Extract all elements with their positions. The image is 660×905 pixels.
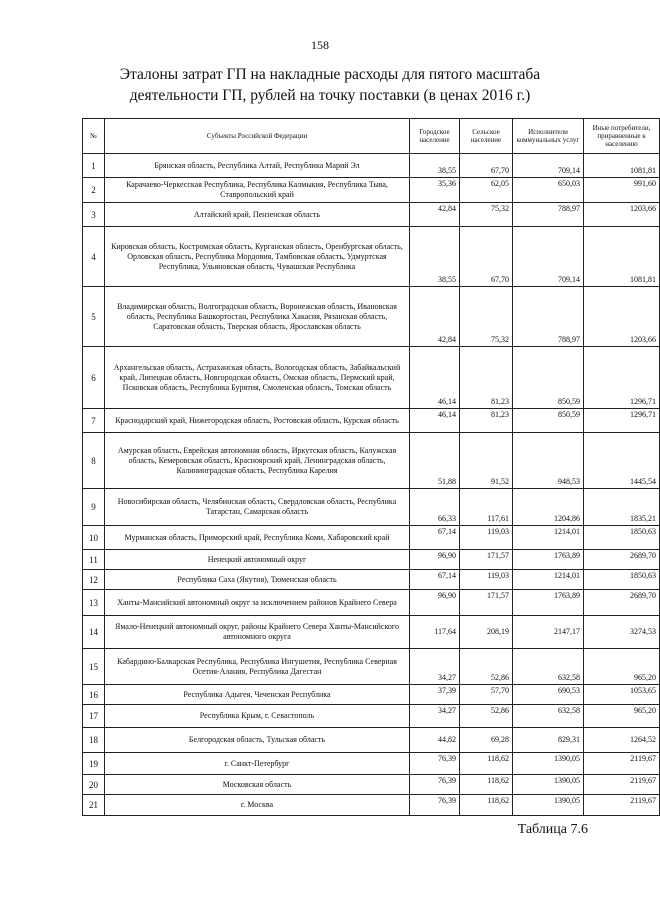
- table-row: [83, 433, 660, 489]
- row-utilities-value: 850,59: [513, 409, 584, 433]
- row-other-value: 1203,66: [584, 287, 660, 347]
- row-city-value: 117,64: [410, 616, 460, 649]
- table-row: [83, 409, 660, 433]
- row-utilities-value: 1390,05: [513, 753, 584, 775]
- table-row: [83, 728, 660, 753]
- row-subject: г. Москва: [105, 795, 410, 816]
- table-row: [83, 203, 660, 227]
- row-other-value: 2119,67: [584, 753, 660, 775]
- row-city-value: 96,90: [410, 550, 460, 570]
- table-row: [83, 287, 660, 347]
- row-city-value: 51,88: [410, 433, 460, 489]
- row-city-value: 96,90: [410, 590, 460, 616]
- table-caption: Таблица 7.6: [517, 822, 588, 837]
- header-num: №: [83, 119, 105, 154]
- row-city-value: 44,82: [410, 728, 460, 753]
- row-city-value: 46,14: [410, 409, 460, 433]
- table-row: [83, 489, 660, 526]
- row-subject: Республика Адыгея, Чеченская Республика: [105, 685, 410, 705]
- row-rural-value: 69,28: [460, 728, 513, 753]
- page-number: 158: [311, 38, 329, 52]
- row-city-value: 34,27: [410, 649, 460, 685]
- row-subject: Ханты-Мансийский автономный округ за исключением районов Крайнего Севера: [105, 590, 410, 616]
- row-city-value: 76,39: [410, 795, 460, 816]
- row-city-value: 67,14: [410, 526, 460, 550]
- table-row: [83, 649, 660, 685]
- page-title: Эталоны затрат ГП на накладные расходы для пятого масштаба деятельности ГП, рублей на точку поставки (в ценах 2016 г.): [119, 66, 541, 104]
- row-other-value: 1264,52: [584, 728, 660, 753]
- row-city-value: 76,39: [410, 775, 460, 795]
- table-row: [83, 753, 660, 775]
- row-other-value: 2119,67: [584, 795, 660, 816]
- row-utilities-value: 1390,05: [513, 795, 584, 816]
- row-number: 5: [83, 287, 105, 347]
- row-rural-value: 57,70: [460, 685, 513, 705]
- row-subject: Краснодарский край, Нижегородская область, Ростовская область, Курская область: [105, 409, 410, 433]
- row-utilities-value: 690,53: [513, 685, 584, 705]
- row-number: 15: [83, 649, 105, 685]
- row-city-value: 67,14: [410, 570, 460, 590]
- row-other-value: 2689,70: [584, 590, 660, 616]
- table-row: [83, 590, 660, 616]
- row-number: 8: [83, 433, 105, 489]
- row-subject: Московская область: [105, 775, 410, 795]
- row-number: 18: [83, 728, 105, 753]
- table-row: [83, 705, 660, 728]
- row-utilities-value: 1214,01: [513, 570, 584, 590]
- table-row: [83, 178, 660, 203]
- header-utilities: Исполнители коммунальных услуг: [513, 119, 584, 154]
- row-other-value: 2119,67: [584, 775, 660, 795]
- row-city-value: 76,39: [410, 753, 460, 775]
- row-subject: Брянская область, Республика Алтай, Республика Марий Эл: [105, 154, 410, 178]
- row-number: 7: [83, 409, 105, 433]
- row-utilities-value: 650,03: [513, 178, 584, 203]
- row-subject: Белгородская область, Тульская область: [105, 728, 410, 753]
- row-utilities-value: 1214,01: [513, 526, 584, 550]
- row-utilities-value: 632,58: [513, 649, 584, 685]
- row-other-value: 1445,54: [584, 433, 660, 489]
- row-number: 9: [83, 489, 105, 526]
- row-number: 12: [83, 570, 105, 590]
- table-row: [83, 347, 660, 409]
- row-utilities-value: 1763,89: [513, 590, 584, 616]
- row-rural-value: 208,19: [460, 616, 513, 649]
- row-city-value: 35,36: [410, 178, 460, 203]
- row-number: 11: [83, 550, 105, 570]
- row-utilities-value: 829,31: [513, 728, 584, 753]
- row-rural-value: 81,23: [460, 409, 513, 433]
- row-other-value: 991,60: [584, 178, 660, 203]
- row-city-value: 42,84: [410, 287, 460, 347]
- row-other-value: 965,20: [584, 649, 660, 685]
- row-number: 17: [83, 705, 105, 728]
- table-row: [83, 775, 660, 795]
- row-utilities-value: 2147,17: [513, 616, 584, 649]
- row-utilities-value: 788,97: [513, 203, 584, 227]
- row-other-value: 965,20: [584, 705, 660, 728]
- header-other: Иные потребители, приравненные к населению: [584, 119, 660, 154]
- row-utilities-value: 948,53: [513, 433, 584, 489]
- row-number: 19: [83, 753, 105, 775]
- row-other-value: 1835,21: [584, 489, 660, 526]
- row-rural-value: 52,86: [460, 649, 513, 685]
- row-other-value: 3274,53: [584, 616, 660, 649]
- row-subject: Мурманская область, Приморский край, Республика Коми, Хабаровский край: [105, 526, 410, 550]
- row-rural-value: 52,86: [460, 705, 513, 728]
- row-city-value: 38,55: [410, 227, 460, 287]
- row-rural-value: 62,05: [460, 178, 513, 203]
- row-number: 13: [83, 590, 105, 616]
- row-number: 3: [83, 203, 105, 227]
- row-rural-value: 119,03: [460, 570, 513, 590]
- row-rural-value: 118,62: [460, 753, 513, 775]
- row-utilities-value: 1390,05: [513, 775, 584, 795]
- row-subject: Новосибирская область, Челябинская область, Свердловская область, Республика Татарстан, Самарская область: [105, 489, 410, 526]
- row-other-value: 1296,71: [584, 409, 660, 433]
- row-number: 14: [83, 616, 105, 649]
- row-rural-value: 67,70: [460, 227, 513, 287]
- row-rural-value: 75,32: [460, 203, 513, 227]
- row-utilities-value: 1204,86: [513, 489, 584, 526]
- row-rural-value: 118,62: [460, 795, 513, 816]
- row-number: 1: [83, 154, 105, 178]
- row-city-value: 42,84: [410, 203, 460, 227]
- row-city-value: 38,55: [410, 154, 460, 178]
- row-subject: Ненецкий автономный округ: [105, 550, 410, 570]
- row-subject: Кировская область, Костромская область, Курганская область, Оренбургская область, Орловская область, Республика Мордовия, Тамбовская область, Удмуртская Республика, Ульяновская область, Чувашская Республика: [105, 227, 410, 287]
- row-city-value: 34,27: [410, 705, 460, 728]
- table-row: [83, 616, 660, 649]
- row-subject: Республика Крым, г. Севастополь: [105, 705, 410, 728]
- row-rural-value: 119,03: [460, 526, 513, 550]
- row-subject: Республика Саха (Якутия), Тюменская область: [105, 570, 410, 590]
- row-other-value: 1081,81: [584, 227, 660, 287]
- row-subject: Архангельская область, Астраханская область, Вологодская область, Забайкальский край, Липецкая область, Новгородская область, Омская область, Пермский край, Псковская область, Республика Бурятия, Смоленская область, Томская область: [105, 347, 410, 409]
- row-subject: Ямало-Ненецкий автономный округ, районы Крайнего Севера Ханты-Мансийского автономного округа: [105, 616, 410, 649]
- row-subject: Амурская область, Еврейская автономная область, Иркутская область, Калужская область, Кемеровская область, Красноярский край, Ленинградская область, Калининградская область, Республика Карелия: [105, 433, 410, 489]
- row-number: 21: [83, 795, 105, 816]
- row-rural-value: 91,52: [460, 433, 513, 489]
- header-city: Городское население: [410, 119, 460, 154]
- row-other-value: 1850,63: [584, 526, 660, 550]
- row-other-value: 1203,66: [584, 203, 660, 227]
- row-rural-value: 75,32: [460, 287, 513, 347]
- row-other-value: 1296,71: [584, 347, 660, 409]
- table-row: [83, 685, 660, 705]
- row-other-value: 2689,70: [584, 550, 660, 570]
- row-utilities-value: 788,97: [513, 287, 584, 347]
- table-row: [83, 795, 660, 816]
- row-rural-value: 171,57: [460, 590, 513, 616]
- row-rural-value: 118,62: [460, 775, 513, 795]
- row-other-value: 1850,63: [584, 570, 660, 590]
- row-utilities-value: 850,59: [513, 347, 584, 409]
- row-rural-value: 171,57: [460, 550, 513, 570]
- header-rural: Сельское население: [460, 119, 513, 154]
- row-rural-value: 81,23: [460, 347, 513, 409]
- row-number: 16: [83, 685, 105, 705]
- row-number: 2: [83, 178, 105, 203]
- row-subject: Владимирская область, Волгоградская область, Воронежская область, Ивановская область, Республика Башкортостан, Республика Хакасия, Рязанская область, Саратовская область, Тверская область, Ярославская область: [105, 287, 410, 347]
- row-subject: г. Санкт-Петербург: [105, 753, 410, 775]
- row-utilities-value: 1763,89: [513, 550, 584, 570]
- row-number: 20: [83, 775, 105, 795]
- row-number: 10: [83, 526, 105, 550]
- row-utilities-value: 709,14: [513, 227, 584, 287]
- table-row: [83, 570, 660, 590]
- row-rural-value: 117,61: [460, 489, 513, 526]
- row-subject: Кабардино-Балкарская Республика, Республика Ингушетия, Республика Северная Осетия-Алания, Республика Дагестан: [105, 649, 410, 685]
- table-row: [83, 550, 660, 570]
- table-row: [83, 154, 660, 178]
- row-utilities-value: 632,58: [513, 705, 584, 728]
- row-city-value: 46,14: [410, 347, 460, 409]
- row-number: 4: [83, 227, 105, 287]
- table-header-row: [83, 119, 660, 154]
- row-other-value: 1081,81: [584, 154, 660, 178]
- row-rural-value: 67,70: [460, 154, 513, 178]
- header-subject: Субъекты Российской Федерации: [105, 119, 410, 154]
- row-subject: Карачаево-Черкесская Республика, Республика Калмыкия, Республика Тыва, Ставропольский край: [105, 178, 410, 203]
- cost-standards-table: [82, 118, 660, 816]
- row-number: 6: [83, 347, 105, 409]
- row-city-value: 37,39: [410, 685, 460, 705]
- table-row: [83, 526, 660, 550]
- table-row: [83, 227, 660, 287]
- row-city-value: 66,33: [410, 489, 460, 526]
- row-other-value: 1053,65: [584, 685, 660, 705]
- row-subject: Алтайский край, Пензенская область: [105, 203, 410, 227]
- row-utilities-value: 709,14: [513, 154, 584, 178]
